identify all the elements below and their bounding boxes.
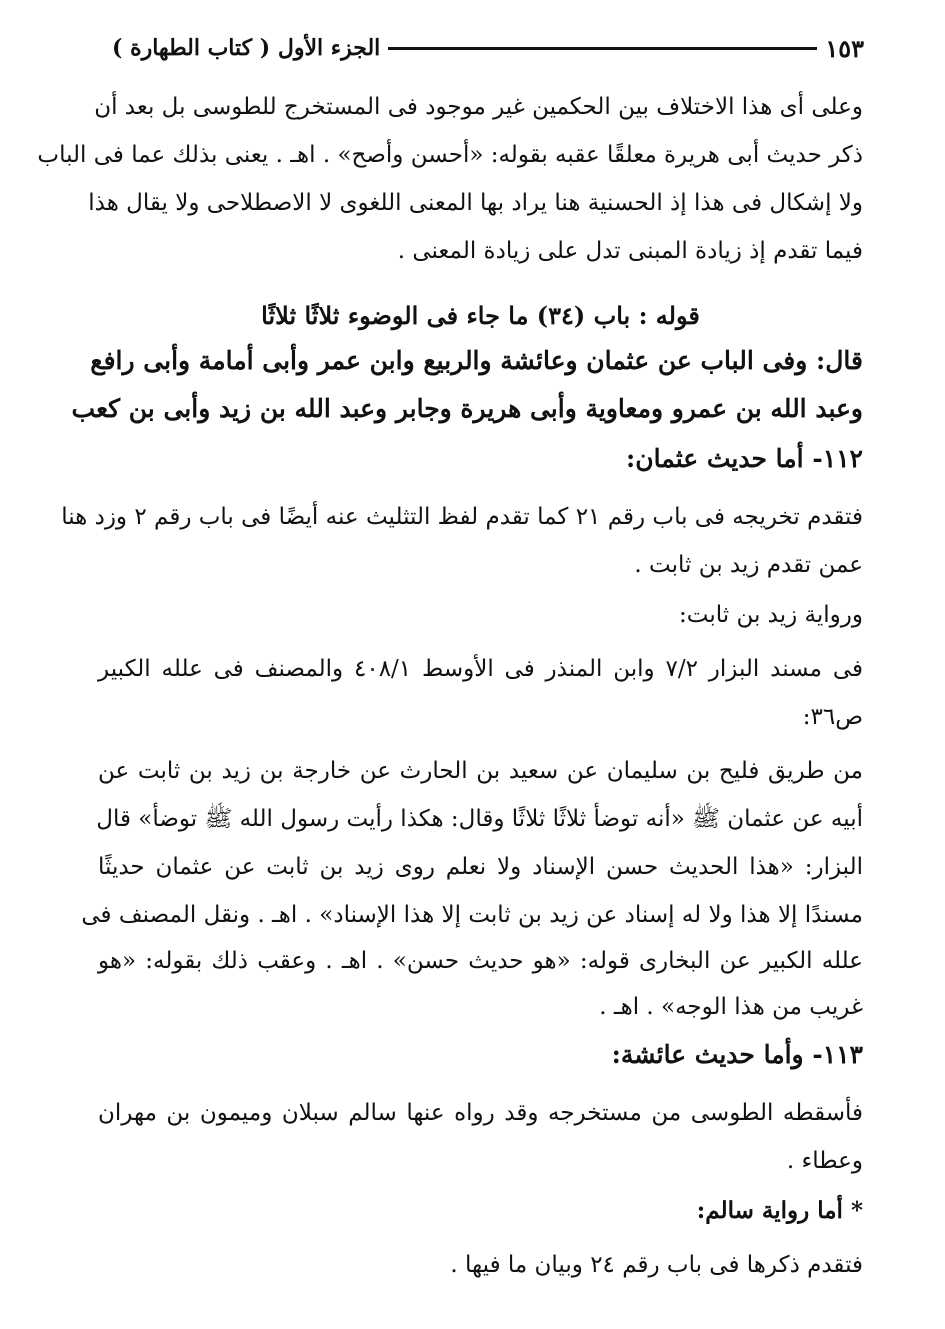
paragraph-line: عمن تقدم زيد بن ثابت . [634,552,863,578]
paragraph-line: فى مسند البزار ٧/٢ وابن المنذر فى الأوسط ٤٠٨/١ والمصنف فى علله الكبير [98,656,863,682]
paragraph-line: فتقدم تخريجه فى باب رقم ٢١ كما تقدم لفظ التثليث عنه أيضًا فى باب رقم ٢ وزد هنا [61,504,863,530]
section-heading-113: ١١٣- وأما حديث عائشة: [611,1040,863,1069]
chapter-heading: قوله : باب (٣٤) ما جاء فى الوضوء ثلاثًا ثلاثًا [261,301,700,330]
paragraph-line: ذكر حديث أبى هريرة معلقًا عقبه بقوله: «أحسن وأصح» . اهـ . يعنى بذلك عما فى الباب [37,142,863,168]
paragraph-line: غريب من هذا الوجه» . اهـ . [599,994,863,1020]
section-heading-112: ١١٢- أما حديث عثمان: [626,444,863,473]
running-title: الجزء الأول ( كتاب الطهارة ) [112,35,381,61]
subsection-heading-salem: * أما رواية سالم: [696,1197,863,1224]
paragraph-line: من طريق فليح بن سليمان عن سعيد بن الحارث عن خارجة بن زيد بن ثابت عن [98,758,863,784]
paragraph-line: البزار: «هذا الحديث حسن الإسناد ولا نعلم روى زيد بن ثابت عن عثمان حديثًا [98,854,863,880]
paragraph-line: ص٣٦: [802,704,863,730]
page-header [100,28,870,68]
paragraph-line: أبيه عن عثمان ﷺ «أنه توضأ ثلاثًا ثلاثًا وقال: هكذا رأيت رسول الله ﷺ توضأ» قال [96,806,863,832]
paragraph-line: وعلى أى هذا الاختلاف بين الحكمين غير موجود فى المستخرج للطوسى بل بعد أن [94,94,863,120]
quote-line: وعبد الله بن عمرو ومعاوية وأبى هريرة وجابر وعبد الله بن زيد وأبى بن كعب [71,394,863,423]
page-number: ١٥٣ [825,33,864,63]
paragraph-line: فيما تقدم إذ زيادة المبنى تدل على زيادة المعنى . [397,238,863,264]
paragraph-line: علله الكبير عن البخارى قوله: «هو حديث حسن» . اهـ . وعقب ذلك بقوله: «هو [98,948,863,974]
paragraph-line: مسندًا إلا هذا ولا له إسناد عن زيد بن ثابت إلا هذا الإسناد» . اهـ . ونقل المصنف فى [81,902,863,928]
paragraph-line: وعطاء . [786,1148,863,1174]
header-rule [388,47,817,50]
paragraph-line: ورواية زيد بن ثابت: [678,602,863,628]
paragraph-line: فأسقطه الطوسى من مستخرجه وقد رواه عنها سالم سبلان وميمون بن مهران [98,1100,863,1126]
paragraph-line: ولا إشكال فى هذا إذ الحسنية هنا يراد بها المعنى اللغوى لا الاصطلاحى ولا يقال هذا [88,190,863,216]
quote-line: قال: وفى الباب عن عثمان وعائشة والربيع وابن عمر وأبى أمامة وأبى رافع [90,346,863,375]
paragraph-line: فتقدم ذكرها فى باب رقم ٢٤ وبيان ما فيها . [450,1252,863,1278]
